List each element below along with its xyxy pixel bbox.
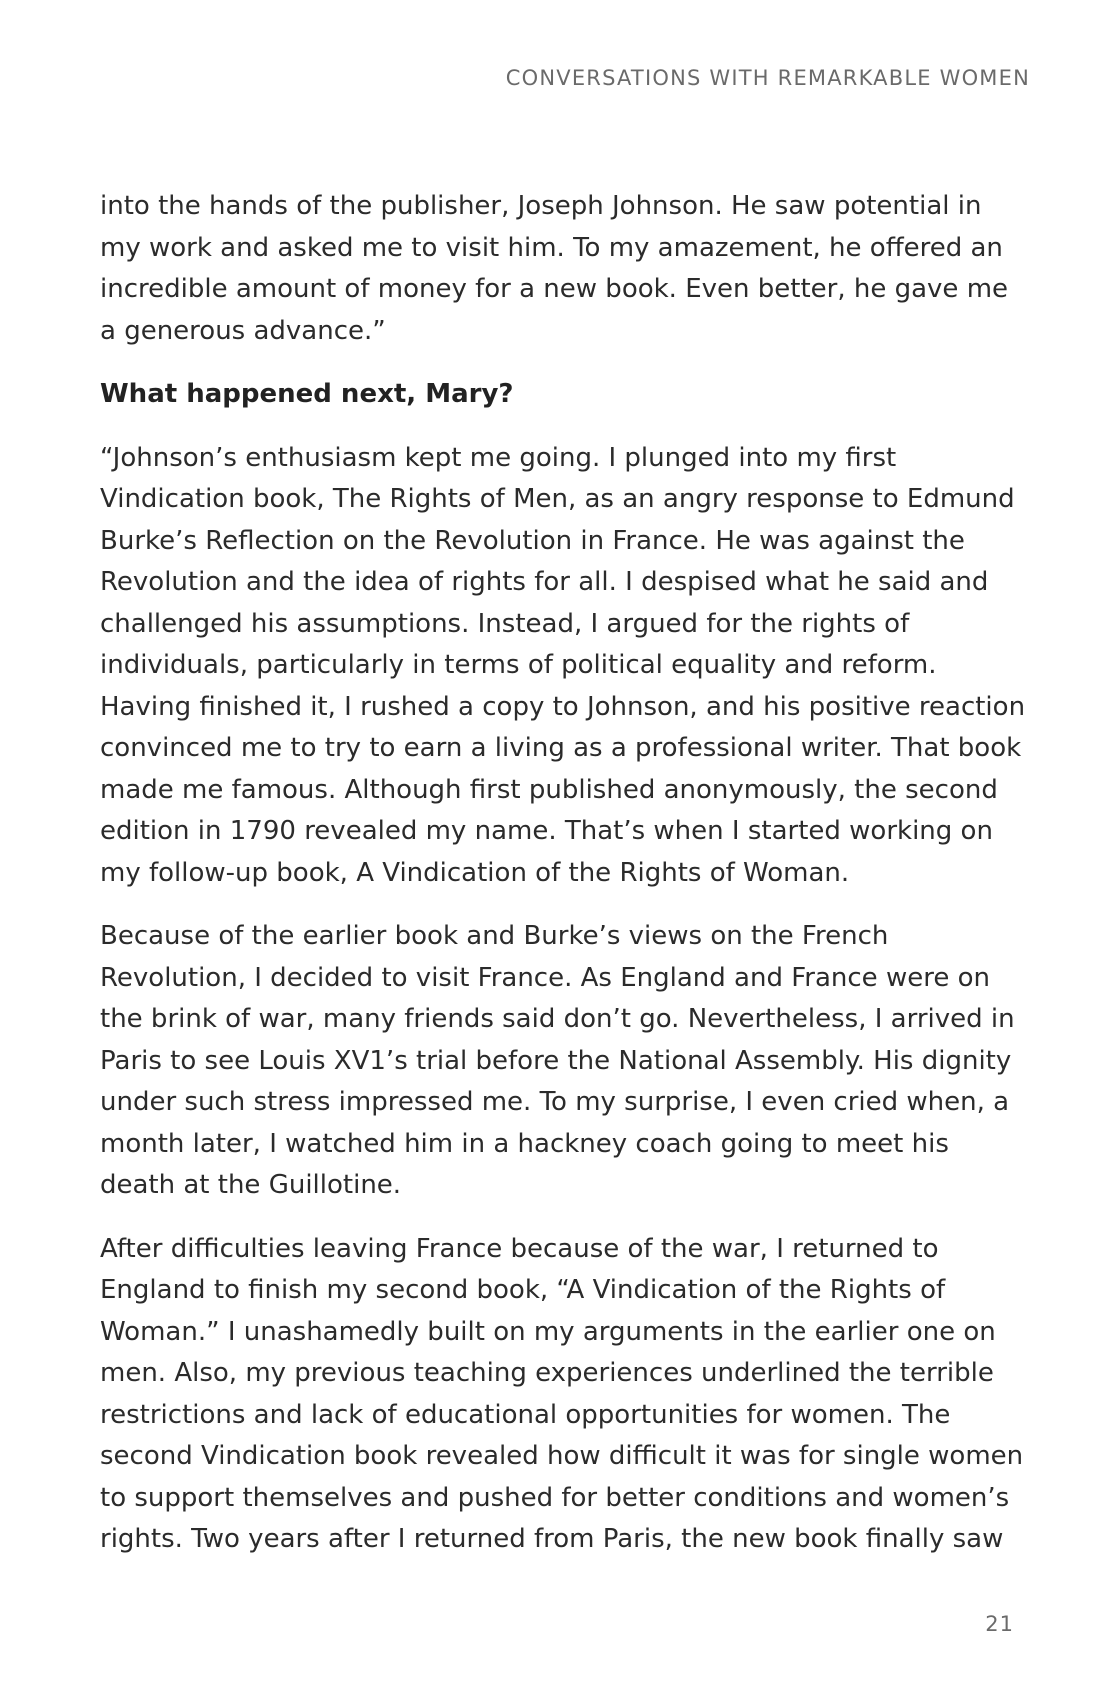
- page-number: 21: [985, 1612, 1014, 1636]
- running-header: CONVERSATIONS WITH REMARKABLE WOMEN: [505, 66, 1030, 90]
- interview-question: What happened next, Mary?: [100, 379, 514, 409]
- page-body: [100, 186, 1030, 1583]
- paragraph-rights-of-men: “Johnson’s enthusiasm kept me going. I plunged into my first Vindication book, The Rights of Men, as an angry response to Edmund Burke’s Reflection on the Revolution in France. He was against the Revolution and the idea of rights for all. I despised what he said and challenged his assumptions. Instead, I argued for the rights of individuals, particularly in terms of political equality and reform. Having finished it, I rushed a copy to Johnson, and his positive reaction convinced me to try to earn a living as a professional writer. That book made me famous. Although first published anonymously, the second edition in 1790 revealed my name. That’s when I started working on my follow-up book, A Vindication of the Rights of Woman.: [100, 442, 1026, 888]
- paragraph-france-visit: Because of the earlier book and Burke’s views on the French Revolution, I decided to visit France. As England and France were on the brink of war, many friends said don’t go. Nevertheless, I arrived in Paris to see Louis XV1’s trial before the National Assembly. His dignity under such stress impressed me. To my surprise, I even cried when, a month later, I watched him in a hackney coach going to meet his death at the Guillotine.: [100, 921, 1015, 1200]
- paragraph-second-vindication: After difficulties leaving France because of the war, I returned to England to finish my second book, “A Vindication of the Rights of Woman.” I unashamedly built on my arguments in the earlier one on men. Also, my previous teaching experiences underlined the terrible restrictions and lack of educational opportunities for women. The second Vindication book revealed how difficult it was for single women to support themselves and pushed for better conditions and women’s rights. Two years after I returned from Paris, the new book finally saw: [100, 1233, 1024, 1554]
- paragraph-continuation: into the hands of the publisher, Joseph Johnson. He saw potential in my work and asked me to visit him. To my amazement, he offered an incredible amount of money for a new book. Even better, he gave me a generous advance.”: [100, 191, 1009, 346]
